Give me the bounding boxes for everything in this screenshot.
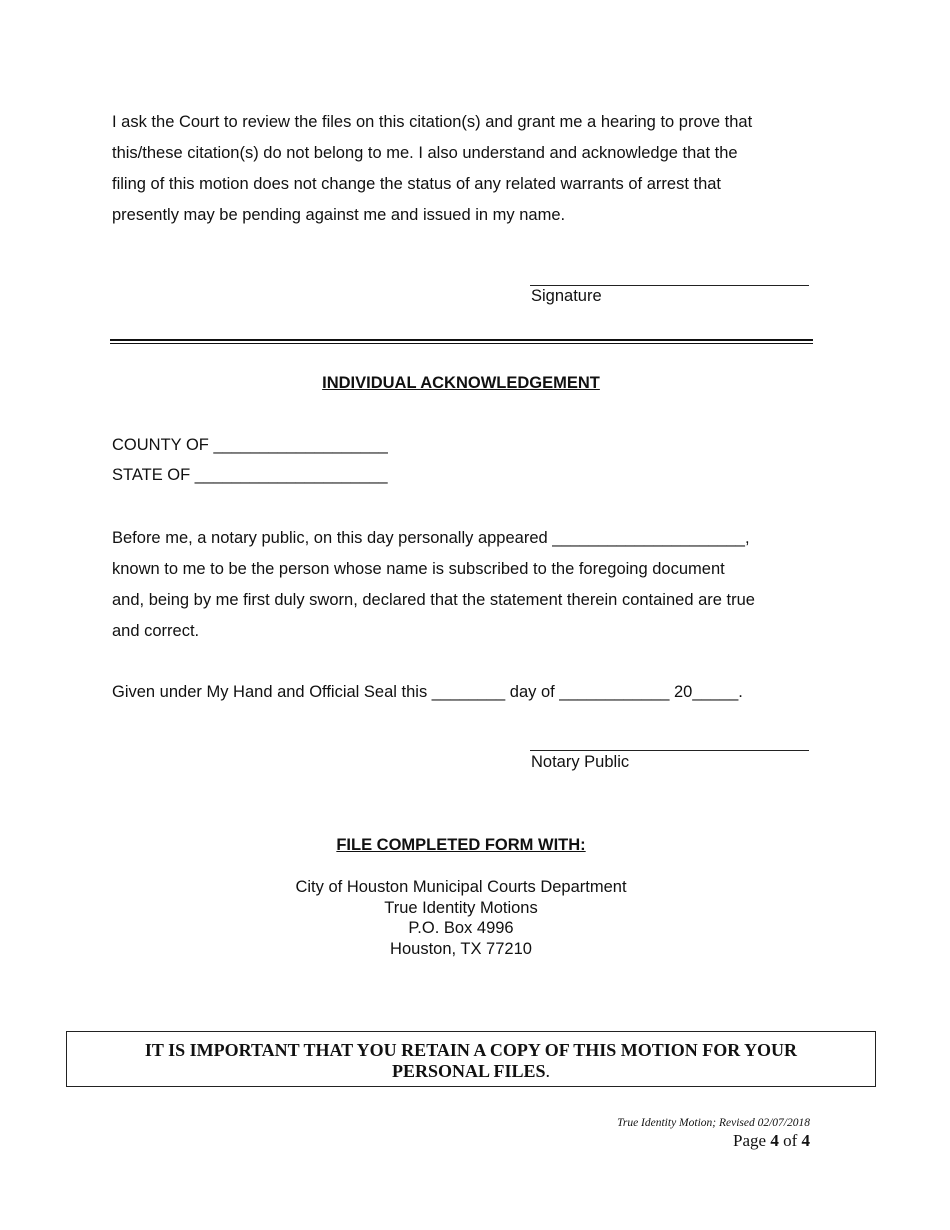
section-divider: [110, 339, 813, 344]
notice-line: IT IS IMPORTANT THAT YOU RETAIN A COPY OF THIS MOTION FOR YOUR: [144, 1040, 798, 1060]
page-middle: of: [778, 1131, 802, 1150]
notary-public-label: Notary Public: [531, 753, 630, 771]
notary-paragraph: [112, 523, 817, 647]
paragraph-line: and, being by me first duly sworn, declared that the statement therein contained are true: [112, 591, 755, 609]
request-paragraph: [112, 107, 817, 231]
page-prefix: Page: [733, 1131, 771, 1150]
notice-line: [67, 1061, 875, 1082]
seal-date-line[interactable]: Given under My Hand and Official Seal this ________ day of ____________ 20_____.: [112, 683, 743, 701]
paragraph-line: known to me to be the person whose name is subscribed to the foregoing document: [112, 560, 725, 578]
paragraph-line: I ask the Court to review the files on this citation(s) and grant me a hearing to prove that: [112, 113, 753, 131]
revision-note: True Identity Motion; Revised 02/07/2018: [617, 1117, 810, 1129]
address-line: Houston, TX 77210: [390, 939, 532, 958]
filing-heading: FILE COMPLETED FORM WITH:: [336, 836, 586, 854]
paragraph-line: this/these citation(s) do not belong to me. I also understand and acknowledge that the: [112, 144, 738, 162]
signature-label: Signature: [531, 287, 602, 305]
acknowledgement-heading: INDIVIDUAL ACKNOWLEDGEMENT: [322, 374, 600, 392]
page-number: [733, 1131, 810, 1151]
county-field[interactable]: COUNTY OF ___________________: [112, 436, 388, 454]
paragraph-line: Before me, a notary public, on this day personally appeared _____________________,: [112, 529, 750, 547]
retain-copy-notice: [66, 1031, 876, 1087]
signature-line[interactable]: [530, 285, 809, 286]
page-current: 4: [770, 1131, 779, 1150]
paragraph-line: presently may be pending against me and issued in my name.: [112, 206, 566, 224]
paragraph-line: and correct.: [112, 622, 200, 640]
page-total: 4: [801, 1131, 810, 1150]
notice-line-text: PERSONAL FILES: [391, 1061, 546, 1081]
paragraph-line: filing of this motion does not change the status of any related warrants of arrest that: [112, 175, 722, 193]
address-line: True Identity Motions: [384, 898, 538, 917]
address-line: City of Houston Municipal Courts Department: [295, 878, 627, 896]
notary-signature-line[interactable]: [530, 750, 809, 751]
address-line: P.O. Box 4996: [408, 919, 514, 937]
filing-address: [0, 877, 922, 959]
notice-period: .: [545, 1061, 551, 1081]
state-field[interactable]: STATE OF _____________________: [112, 466, 388, 484]
